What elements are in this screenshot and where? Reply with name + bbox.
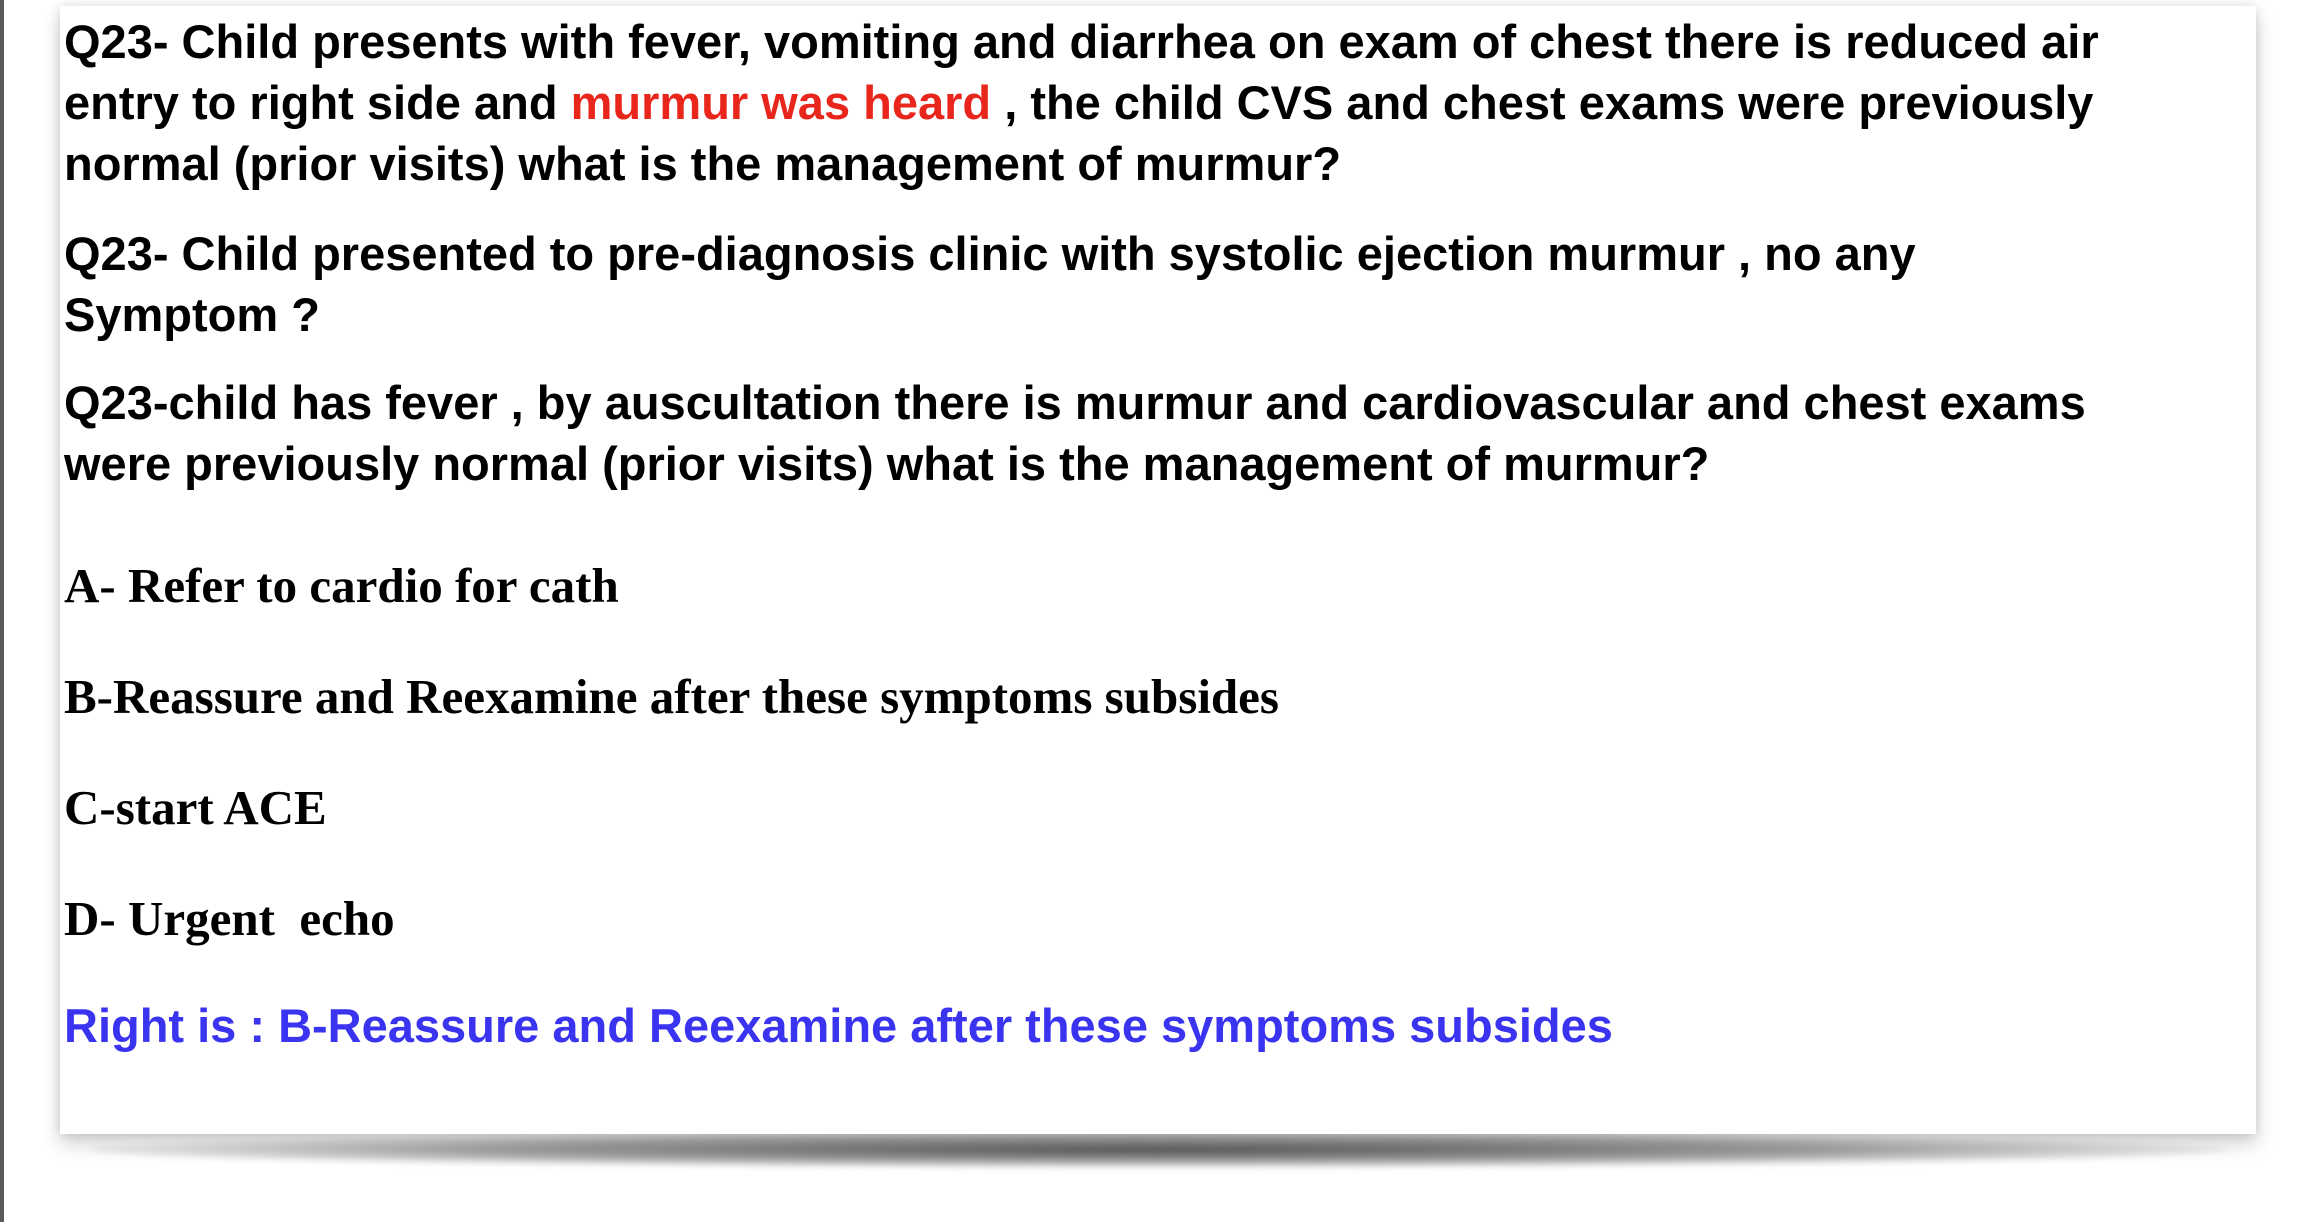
option-c: C-start ACE <box>64 780 327 835</box>
question-1-line-2-text-b: , the child CVS and chest exams were previously <box>991 76 2094 129</box>
question-2-line-2: Symptom ? <box>64 288 320 341</box>
question-1-line-1: Q23- Child presents with fever, vomiting and diarrhea on exam of chest there is reduced air <box>64 15 2099 68</box>
option-a: A- Refer to cardio for cath <box>64 558 619 613</box>
question-3-line-1: Q23-child has fever , by auscultation there is murmur and cardiovascular and chest exams <box>64 376 2086 429</box>
page-edge-rule <box>0 0 4 1222</box>
question-1-highlight: murmur was heard <box>570 76 992 129</box>
question-1-line-3: normal (prior visits) what is the management of murmur? <box>64 137 1342 190</box>
option-b: B-Reassure and Reexamine after these symptoms subsides <box>64 669 1279 724</box>
card-shadow <box>88 1132 2228 1168</box>
option-d: D- Urgent echo <box>64 891 395 946</box>
question-1-line-2-text-a: entry to right side and <box>64 76 571 129</box>
question-2-line-1: Q23- Child presented to pre-diagnosis clinic with systolic ejection murmur , no any <box>64 227 1916 280</box>
question-1-line-2 <box>64 72 2093 133</box>
correct-answer: Right is : B-Reassure and Reexamine after these symptoms subsides <box>64 999 1613 1052</box>
question-3-line-2: were previously normal (prior visits) what is the management of murmur? <box>64 437 1710 490</box>
